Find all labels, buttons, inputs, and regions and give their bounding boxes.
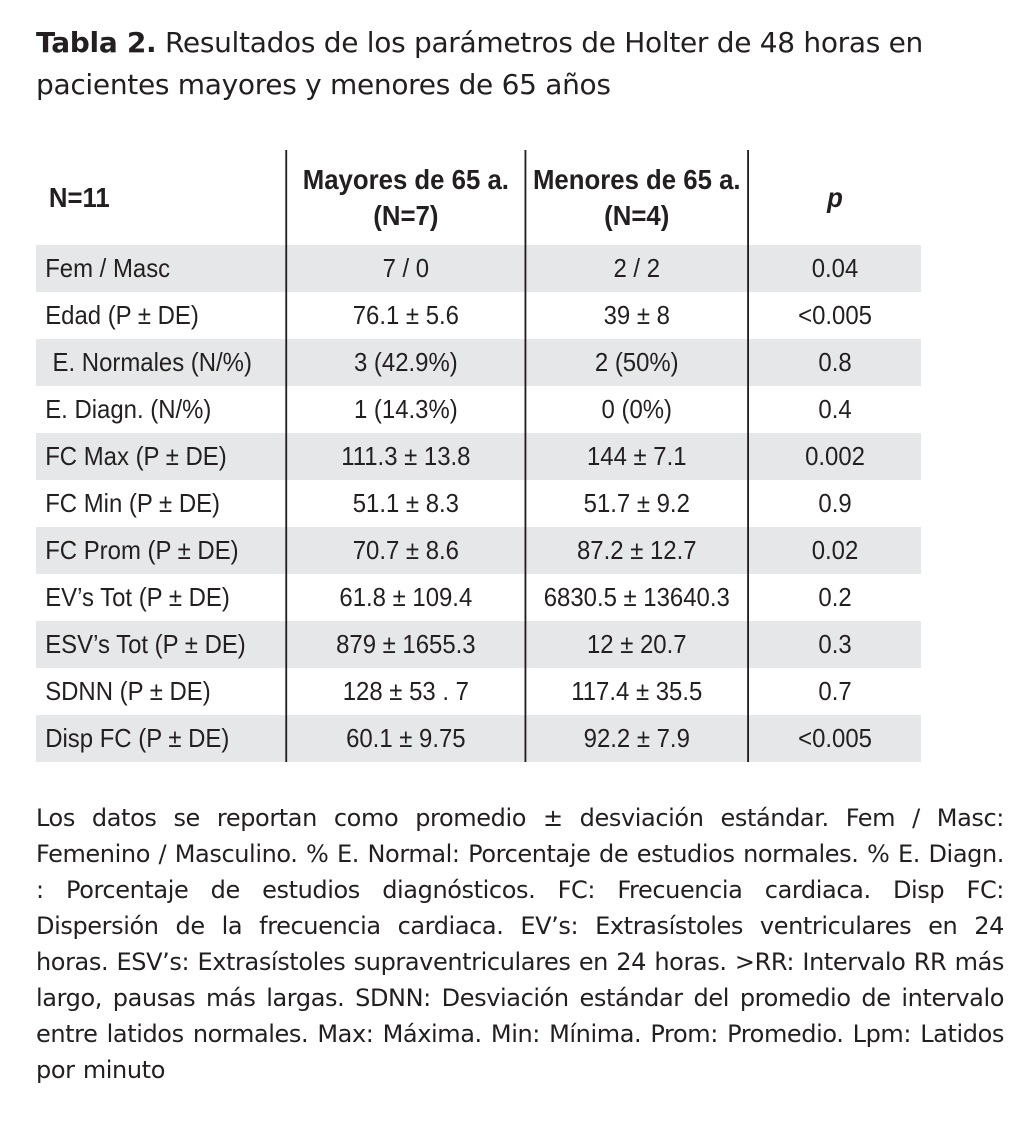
cell-menores: 6830.5 ± 13640.3 (525, 574, 748, 621)
row-label: SDNN (P ± DE) (36, 668, 286, 715)
header-p-value: p (748, 150, 921, 245)
table-row (36, 245, 921, 292)
header-menores (525, 150, 748, 245)
cell-mayores: 60.1 ± 9.75 (286, 715, 525, 762)
row-label: E. Normales (N/%) (36, 339, 286, 386)
header-mayores-title: Mayores de 65 a. (302, 163, 509, 195)
holter-results-table (36, 150, 921, 762)
cell-mayores: 51.1 ± 8.3 (286, 480, 525, 527)
cell-mayores: 1 (14.3%) (286, 386, 525, 433)
cell-menores: 12 ± 20.7 (525, 621, 748, 668)
header-row (36, 150, 921, 245)
cell-mayores: 879 ± 1655.3 (286, 621, 525, 668)
table-row (36, 574, 921, 621)
cell-p: 0.04 (748, 245, 921, 292)
row-label: FC Prom (P ± DE) (36, 527, 286, 574)
table-row (36, 715, 921, 762)
row-label: FC Min (P ± DE) (36, 480, 286, 527)
caption-label: Tabla 2. (36, 26, 157, 59)
row-label: E. Diagn. (N/%) (36, 386, 286, 433)
cell-menores: 2 / 2 (525, 245, 748, 292)
cell-mayores: 111.3 ± 13.8 (286, 433, 525, 480)
table-footnote: Los datos se reportan como promedio ± desviación estándar. Fem / Masc: Femenino / Masculino. % E. Normal: Porcentaje de estudios normales. % E. Diagn. : Porcentaje de estudios diagnósticos. FC: Frecuencia cardiaca. Disp FC: Dispersión de la frecuencia cardiaca. EV’s: Extrasístoles ventriculares en 24 horas. ESV’s: Extrasístoles supraventriculares en 24 horas. >RR: Intervalo RR más largo, pausas más largas. SDNN: Desviación estándar del promedio de intervalo entre latidos normales. Max: Máxima. Min: Mínima. Prom: Promedio. Lpm: Latidos por minuto (36, 804, 1004, 1084)
table-row (36, 386, 921, 433)
cell-menores: 117.4 ± 35.5 (525, 668, 748, 715)
cell-p: 0.7 (748, 668, 921, 715)
cell-p: 0.3 (748, 621, 921, 668)
table-row (36, 339, 921, 386)
header-mayores (286, 150, 525, 245)
table-row (36, 527, 921, 574)
row-label: EV’s Tot (P ± DE) (36, 574, 286, 621)
cell-p: 0.02 (748, 527, 921, 574)
header-menores-title: Menores de 65 a. (532, 163, 741, 195)
row-label: Edad (P ± DE) (36, 292, 286, 339)
cell-menores: 144 ± 7.1 (525, 433, 748, 480)
cell-menores: 87.2 ± 12.7 (525, 527, 748, 574)
cell-p: 0.4 (748, 386, 921, 433)
cell-menores: 92.2 ± 7.9 (525, 715, 748, 762)
cell-p: 0.2 (748, 574, 921, 621)
cell-p: 0.002 (748, 433, 921, 480)
table-caption (36, 22, 1004, 106)
cell-mayores: 128 ± 53 . 7 (286, 668, 525, 715)
row-label: ESV’s Tot (P ± DE) (36, 621, 286, 668)
cell-menores: 2 (50%) (525, 339, 748, 386)
cell-p: <0.005 (748, 292, 921, 339)
cell-p: <0.005 (748, 715, 921, 762)
cell-p: 0.9 (748, 480, 921, 527)
table-row (36, 480, 921, 527)
cell-mayores: 3 (42.9%) (286, 339, 525, 386)
caption-text: Resultados de los parámetros de Holter de 48 horas en pacientes mayores y menores de 65 años (36, 26, 923, 101)
cell-menores: 39 ± 8 (525, 292, 748, 339)
cell-mayores: 61.8 ± 109.4 (286, 574, 525, 621)
row-label: Fem / Masc (36, 245, 286, 292)
cell-mayores: 7 / 0 (286, 245, 525, 292)
header-mayores-n: (N=7) (373, 199, 439, 231)
cell-mayores: 76.1 ± 5.6 (286, 292, 525, 339)
table-row (36, 668, 921, 715)
table-row (36, 433, 921, 480)
cell-menores: 0 (0%) (525, 386, 748, 433)
table-row (36, 292, 921, 339)
table-row (36, 621, 921, 668)
row-label: Disp FC (P ± DE) (36, 715, 286, 762)
row-label: FC Max (P ± DE) (36, 433, 286, 480)
cell-mayores: 70.7 ± 8.6 (286, 527, 525, 574)
header-menores-n: (N=4) (604, 199, 670, 231)
header-n-total: N=11 (48, 181, 110, 213)
cell-menores: 51.7 ± 9.2 (525, 480, 748, 527)
cell-p: 0.8 (748, 339, 921, 386)
